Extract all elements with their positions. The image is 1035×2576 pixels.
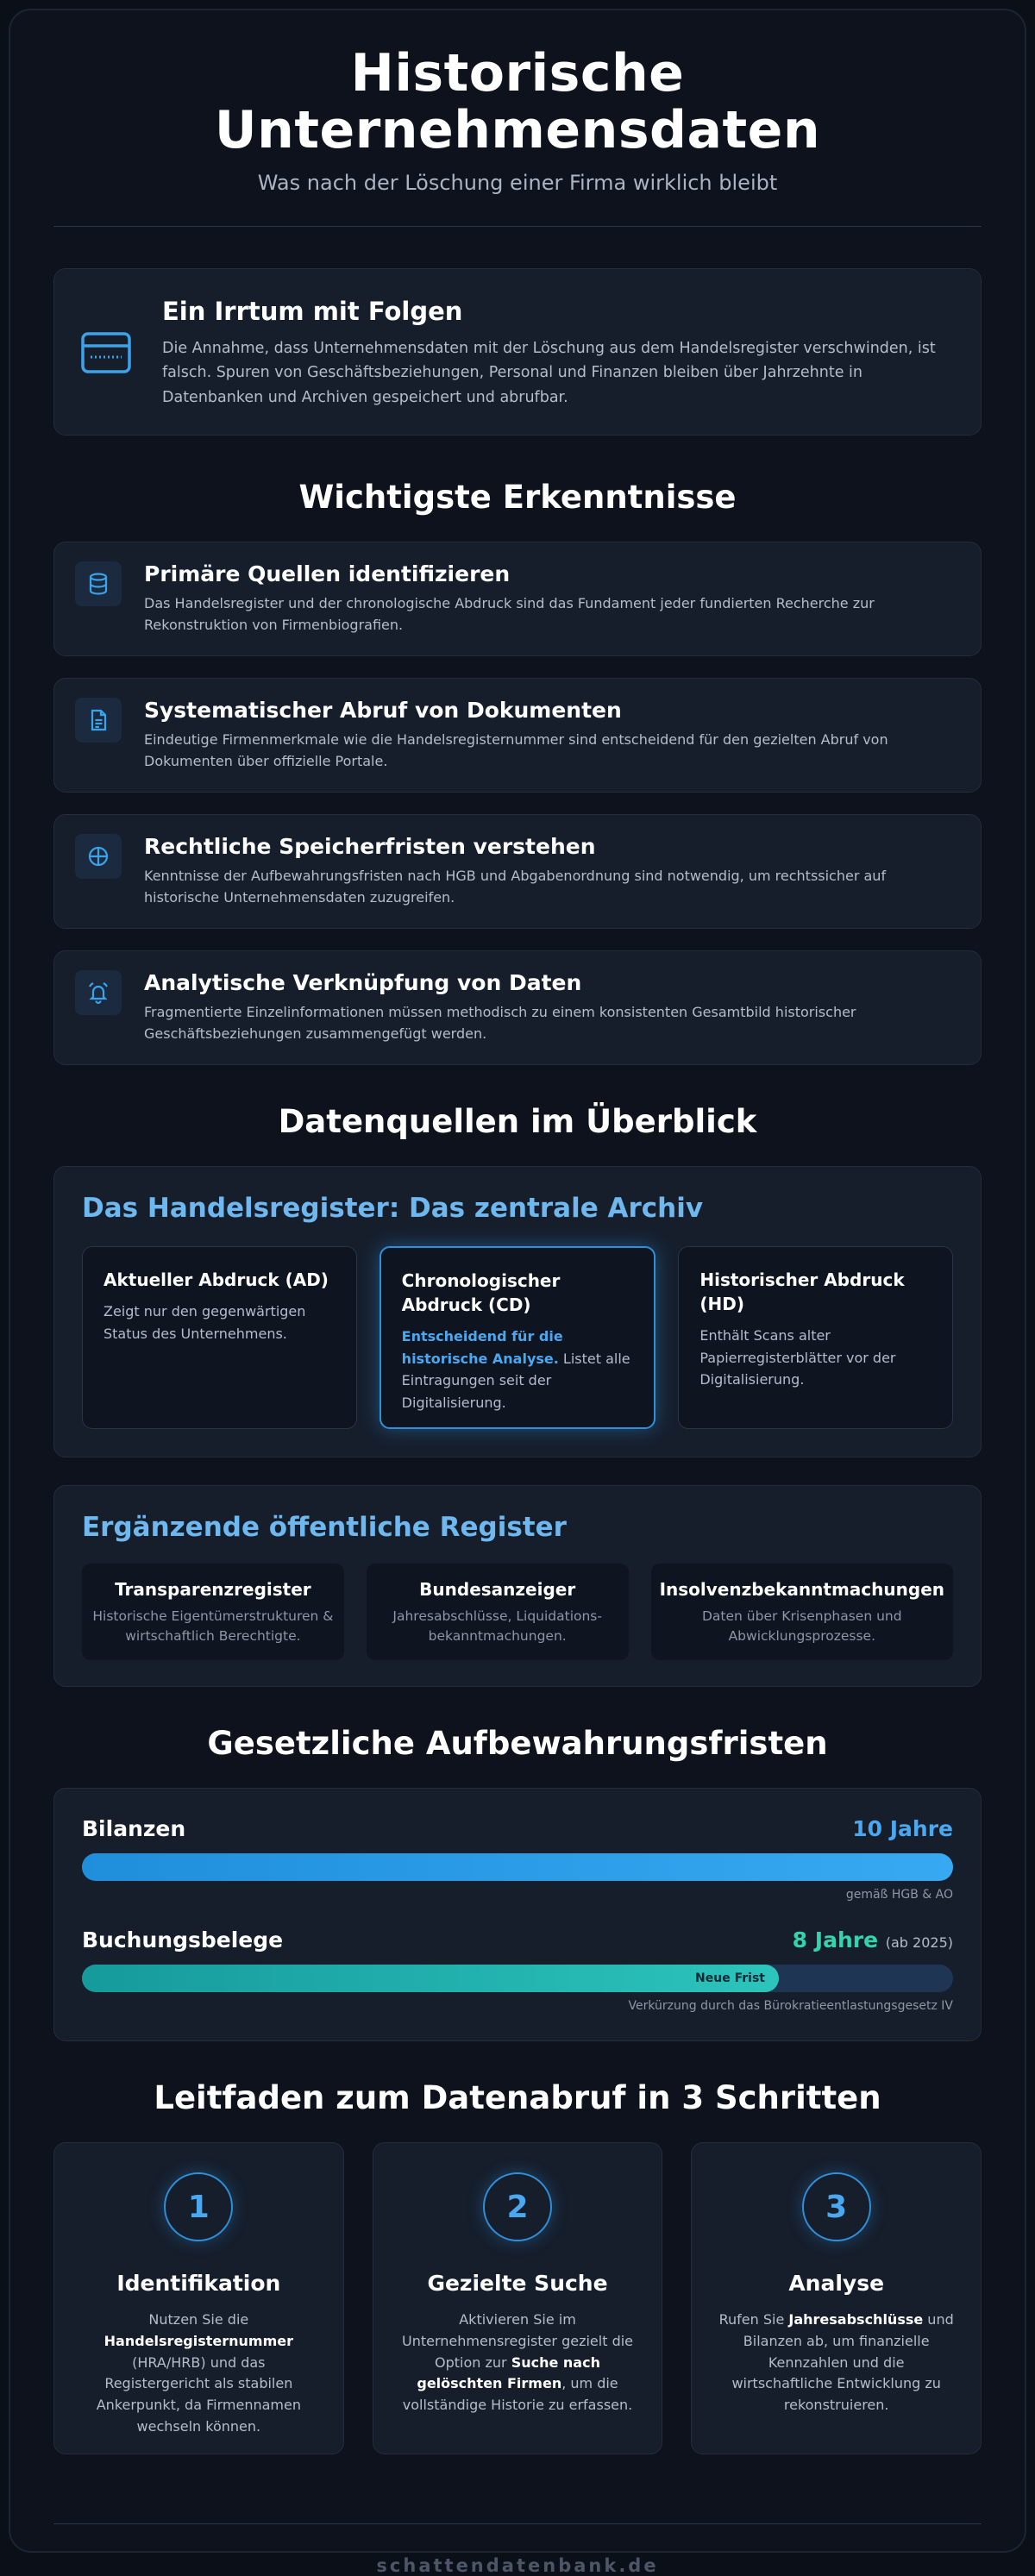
insight-title: Rechtliche Speicherfristen verstehen [144,834,596,859]
retention-note: Verkürzung durch das Bürokratieentlastungsgesetz IV [628,1999,953,2013]
insight-card [53,678,982,793]
abdruck-title: Chronologischer Abdruck (CD) [401,1270,561,1315]
step-text: Rufen Sie Jahresabschlüsse und Bilanzen ab, um finanzielle Kennzahlen und die wirtschaftliche Entwicklung zu rekonstruieren. [718,2311,954,2414]
insight-text: Eindeutige Firmenmerkmale wie die Handelsregisternummer sind entscheidend für den gezielten Abruf von Dokumenten über offizielle Portale. [144,731,888,769]
retention-item [82,1816,953,1902]
step-number: 1 [164,2172,233,2241]
register-card [651,1564,953,1660]
intro-card [53,268,982,436]
abdruck-text: Enthält Scans alter Papierregisterblätter vor der Digitalisierung. [699,1327,896,1388]
insight-text: Kenntnisse der Aufbewahrungsfristen nach HGB und Abgabenordnung sind notwendig, um rechtssicher auf historische Unternehmensdaten zuzugreifen. [144,868,887,906]
register-text: Historische Eigentümerstrukturen & wirtschaftlich Berechtigte. [92,1608,334,1645]
abdruck-card [82,1246,357,1429]
step-title: Analyse [788,2271,885,2296]
step-card [373,2142,663,2454]
register-title: Transparenzregister [115,1579,311,1600]
insight-text: Das Handelsregister und der chronologische Abdruck sind das Fundament jeder fundierten Recherche zur Rekonstruktion von Firmenbiografien. [144,595,875,633]
footer-divider [53,2523,982,2524]
insight-card [53,542,982,656]
step-text: Aktivieren Sie im Unternehmensregister gezielt die Option zur Suche nach gelöschten Firmen, um die vollständige Historie zu erfassen. [401,2311,634,2414]
step-number: 2 [483,2172,552,2241]
register-card [367,1564,629,1660]
credit-card-icon [80,331,132,374]
retention-value: 8 Jahre (ab 2025) [792,1927,953,1952]
step-number: 3 [802,2172,871,2241]
retention-bar-fill [82,1965,779,1992]
crosshair-icon [75,834,122,879]
guide-heading: Leitfaden zum Datenabruf in 3 Schritten [154,2079,881,2116]
sources-heading: Datenquellen im Überblick [278,1103,757,1140]
register-text: Daten über Krisenphasen und Abwicklungsprozesse. [702,1608,902,1645]
step-title: Gezielte Suche [427,2271,608,2296]
retention-heading: Gesetzliche Aufbewahrungsfristen [207,1725,828,1762]
step-card [691,2142,982,2454]
abdruck-card [678,1246,953,1429]
abdruck-title: Historischer Abdruck (HD) [699,1269,905,1314]
insights-heading: Wichtigste Erkenntnisse [298,479,737,516]
retention-label: Buchungsbelege [82,1927,284,1952]
insight-title: Systematischer Abruf von Dokumenten [144,698,622,723]
abdruck-title: Aktueller Abdruck (AD) [104,1269,329,1290]
retention-bar [82,1853,953,1881]
retention-value: 10 Jahre [852,1816,953,1841]
steps-list [53,2142,982,2454]
retention-bar-fill [82,1853,953,1881]
footer-domain: schattendatenbank.de [376,2555,659,2576]
insight-card [53,814,982,929]
register-title: Bundesanzeiger [419,1579,576,1600]
intro-text: Die Annahme, dass Unternehmensdaten mit der Löschung aus dem Handelsregister verschwinden, ist falsch. Spuren von Geschäftsbeziehungen, Personal und Finanzen bleiben über Jahrzehnte in Datenbanken und Archiven gespeichert und abrufbar. [162,340,936,406]
page-subtitle: Was nach der Löschung einer Firma wirklich bleibt [257,171,778,195]
retention-note: gemäß HGB & AO [845,1888,953,1902]
abdruck-text: Entscheidend für die historische Analyse. Listet alle Eintragungen seit der Digitalisierung. [401,1328,630,1411]
registers-title: Ergänzende öffentliche Register [82,1512,567,1543]
retention-item [82,1927,953,2013]
document-icon [75,698,122,743]
register-title: Insolvenzbekanntmachungen [659,1579,944,1600]
retention-label: Bilanzen [82,1816,186,1841]
database-icon [75,561,122,606]
abdruck-text: Zeigt nur den gegenwärtigen Status des Unternehmens. [104,1303,306,1342]
handelsregister-title: Das Handelsregister: Das zentrale Archiv [82,1193,704,1224]
insight-title: Analytische Verknüpfung von Daten [144,970,582,995]
alarm-bell-icon [75,970,122,1015]
retention-panel [53,1788,982,2041]
abdruck-list [82,1246,953,1429]
register-text: Jahresabschlüsse, Liquidations-bekanntmachungen. [392,1608,602,1645]
divider [53,226,982,227]
intro-title: Ein Irrtum mit Folgen [162,297,463,326]
retention-bar [82,1965,953,1992]
handelsregister-panel [53,1166,982,1457]
infographic [9,9,1026,2576]
abdruck-card-highlighted [380,1246,656,1429]
insight-title: Primäre Quellen identifizieren [144,561,511,586]
register-card [82,1564,344,1660]
step-title: Identifikation [116,2271,281,2296]
page-title: Historische Unternehmensdaten [214,43,821,160]
insight-text: Fragmentierte Einzelinformationen müssen methodisch zu einem konsistenten Gesamtbild historischer Geschäftsbeziehungen zusammengefügt werden. [144,1004,856,1042]
insight-card [53,950,982,1065]
step-card [53,2142,344,2454]
register-list [82,1564,953,1660]
page-header [53,45,982,195]
registers-panel [53,1485,982,1687]
step-text: Nutzen Sie die Handelsregisternummer (HRA/HRB) und das Registergericht als stabilen Ankerpunkt, da Firmennamen wechseln können. [96,2311,301,2435]
new-deadline-badge: Neue Frist [695,1971,765,1985]
